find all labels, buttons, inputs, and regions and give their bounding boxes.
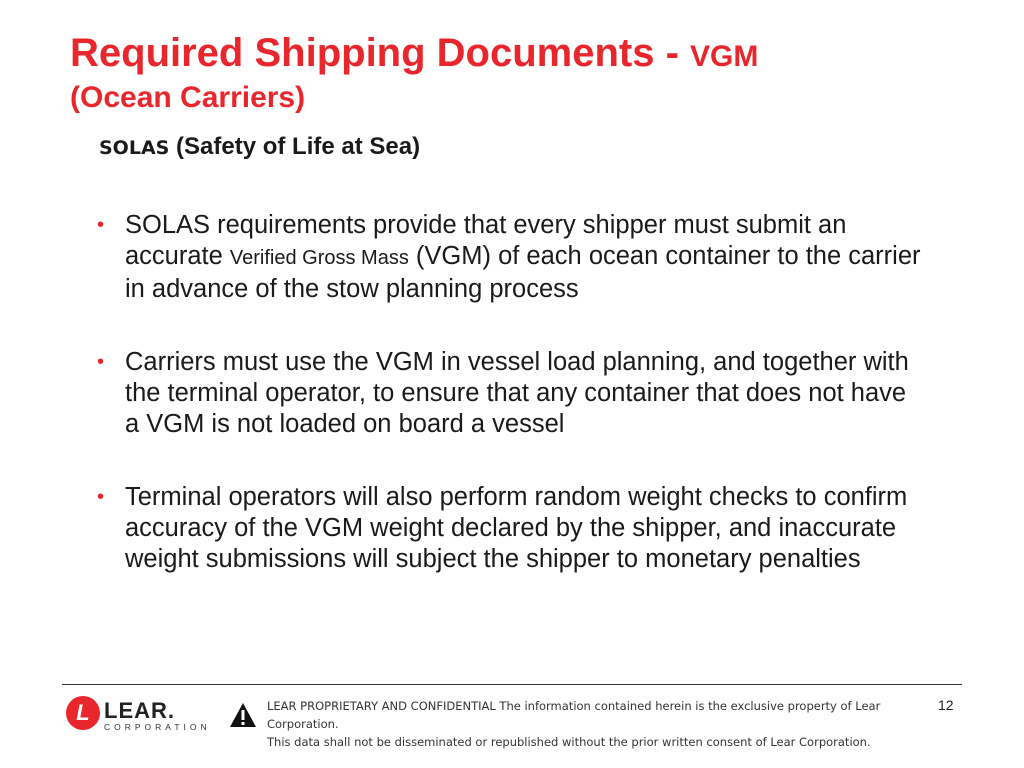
- bullet-text: Terminal operators will also perform random weight checks to confirm accuracy of the VGM weight declared by the shipper, and inaccurate weight submissions will subject the shipper to monetary penalties: [125, 483, 908, 573]
- bullet-item: [97, 482, 927, 575]
- bullet-marker: •: [97, 351, 105, 373]
- lear-logo-letter: L: [76, 700, 90, 725]
- bullet-list: [97, 210, 927, 617]
- title-main: Required Shipping Documents -: [70, 31, 691, 75]
- subheading-full: (Safety of Life at Sea): [176, 133, 421, 160]
- bullet-item: [97, 347, 927, 440]
- bullet-marker: •: [97, 214, 105, 236]
- page-number: 12: [938, 697, 954, 713]
- warning-triangle-icon: [229, 702, 257, 728]
- bullet-marker: •: [97, 486, 105, 508]
- title-line-1: [70, 30, 758, 80]
- lear-logo: [66, 696, 211, 736]
- subheading-abbreviation: SOLAS: [99, 137, 170, 159]
- title-suffix: VGM: [690, 40, 759, 73]
- bullet-text: SOLAS requirements provide that every shipper must submit an accurate: [125, 211, 847, 270]
- bullet-text: (VGM) of each ocean container to the carrier in advance of the stow planning process: [125, 242, 921, 303]
- confidentiality-line-1: LEAR PROPRIETARY AND CONFIDENTIAL The information contained herein is the exclusive property of Lear Corporation.: [267, 699, 881, 731]
- confidentiality-notice: [267, 697, 897, 751]
- slide-title: [70, 30, 758, 116]
- confidentiality-line-2: This data shall not be disseminated or republished without the prior written consent of Lear Corporation.: [267, 735, 871, 749]
- lear-logo-subtitle: CORPORATION: [104, 722, 211, 732]
- footer-divider: [62, 684, 962, 685]
- bullet-text: Carriers must use the VGM in vessel load planning, and together with the terminal operator, to ensure that any container that does not have a VGM is not loaded on board a vessel: [125, 348, 909, 438]
- bullet-term: Verified Gross Mass: [229, 247, 409, 269]
- lear-logo-wordmark: LEAR.: [104, 698, 175, 723]
- bullet-item: [97, 210, 927, 305]
- title-line-2: (Ocean Carriers): [70, 81, 306, 114]
- subheading: [99, 133, 420, 161]
